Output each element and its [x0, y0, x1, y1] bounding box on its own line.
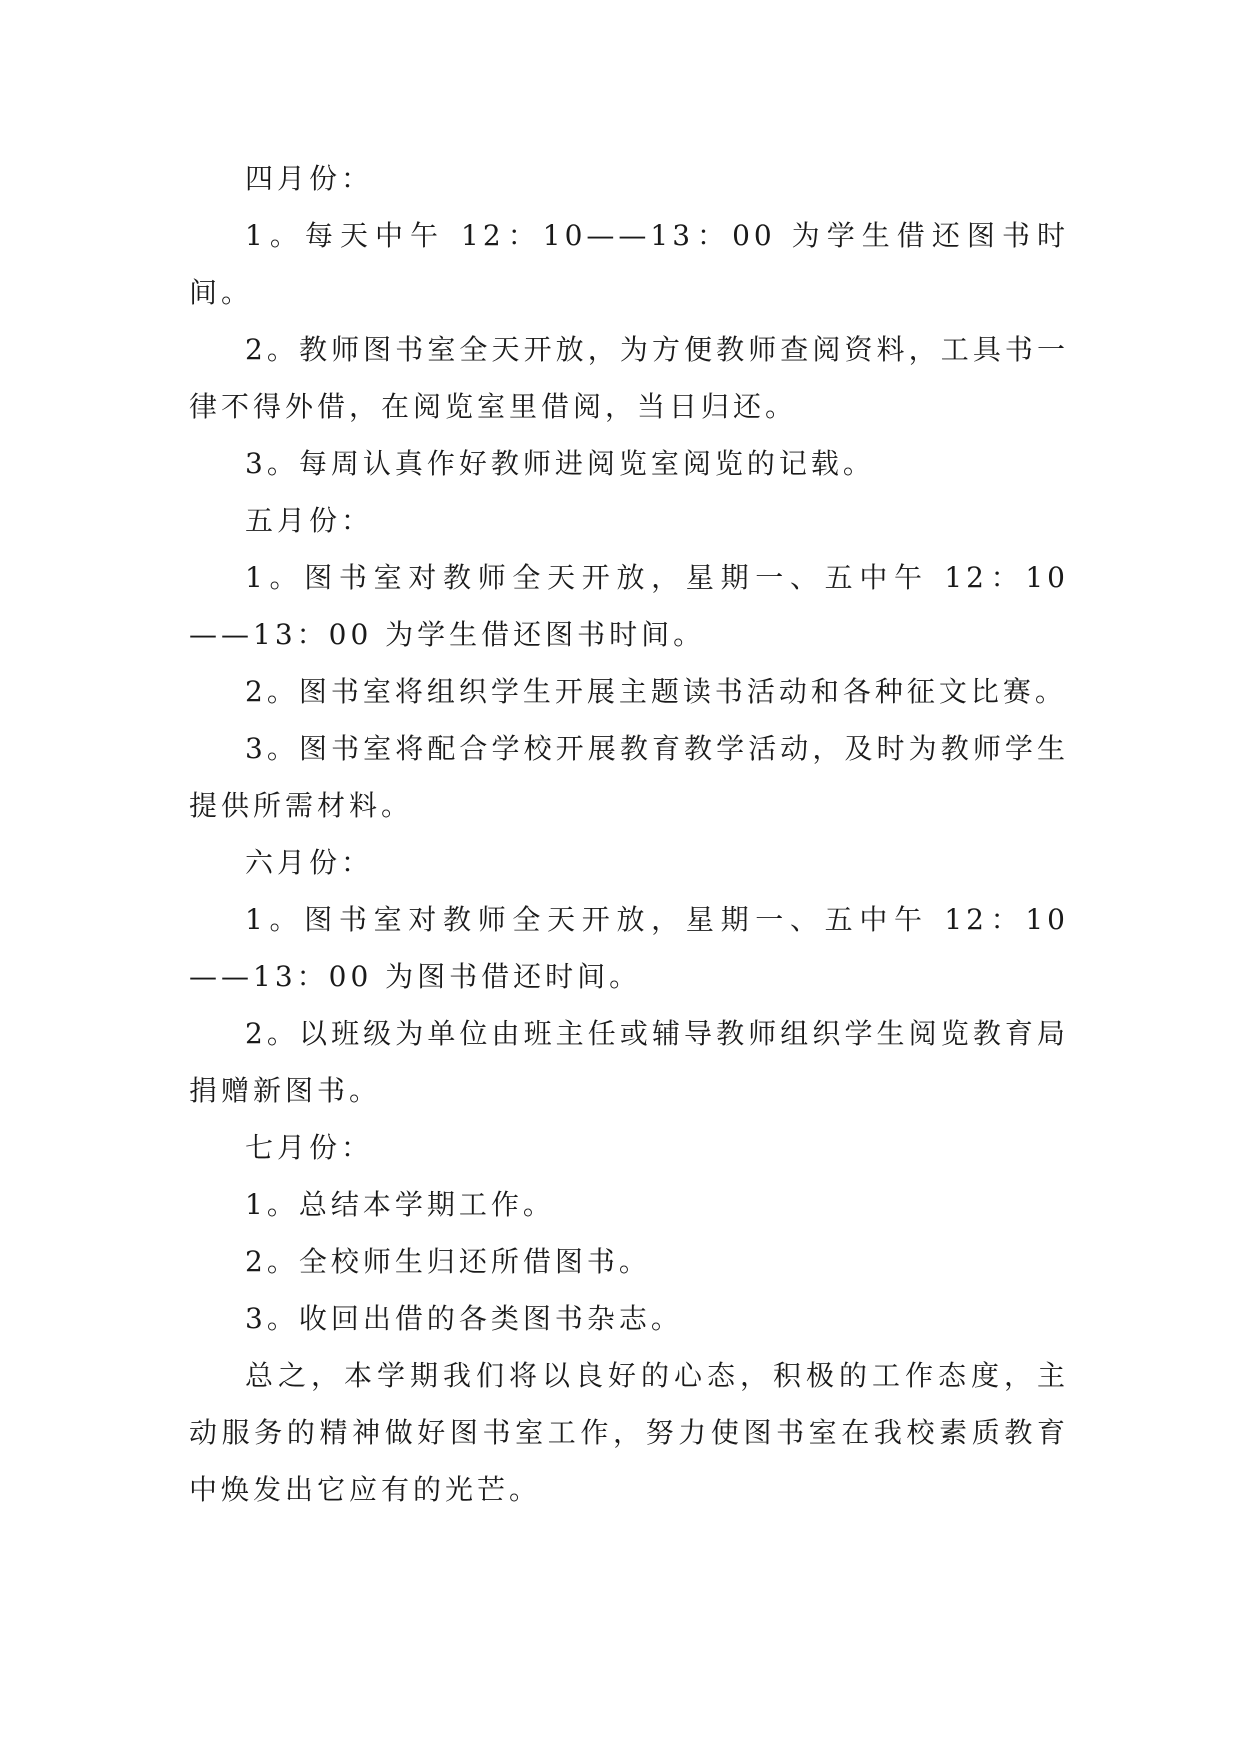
- paragraph: 2。教师图书室全天开放，为方便教师查阅资料，工具书一律不得外借，在阅览室里借阅，当日归还。: [189, 333, 1069, 423]
- paragraph: 3。图书室将配合学校开展教育教学活动，及时为教师学生提供所需材料。: [189, 732, 1069, 822]
- month-heading-june: 六月份：: [245, 846, 374, 879]
- paragraph: 1。总结本学期工作。: [245, 1188, 555, 1221]
- summary-paragraph: 总之，本学期我们将以良好的心态，积极的工作态度，主动服务的精神做好图书室工作，努力使图书室在我校素质教育中焕发出它应有的光芒。: [189, 1359, 1069, 1506]
- paragraph: 3。每周认真作好教师进阅览室阅览的记载。: [245, 447, 875, 480]
- paragraph: 3。收回出借的各类图书杂志。: [245, 1302, 683, 1335]
- paragraph: 2。图书室将组织学生开展主题读书活动和各种征文比赛。: [245, 675, 1067, 708]
- month-heading-may: 五月份：: [245, 504, 374, 537]
- paragraph: 1。图书室对教师全天开放，星期一、五中午 12：10——13：00 为图书借还时间。: [189, 903, 1069, 993]
- paragraph: 1。图书室对教师全天开放，星期一、五中午 12：10——13：00 为学生借还图书时间。: [189, 561, 1069, 651]
- month-heading-july: 七月份：: [245, 1131, 374, 1164]
- paragraph: 1。每天中午 12：10——13：00 为学生借还图书时间。: [189, 219, 1069, 309]
- month-heading-april: 四月份：: [245, 162, 374, 195]
- paragraph: 2。以班级为单位由班主任或辅导教师组织学生阅览教育局捐赠新图书。: [189, 1017, 1069, 1107]
- document-body: [189, 150, 1069, 1518]
- paragraph: 2。全校师生归还所借图书。: [245, 1245, 651, 1278]
